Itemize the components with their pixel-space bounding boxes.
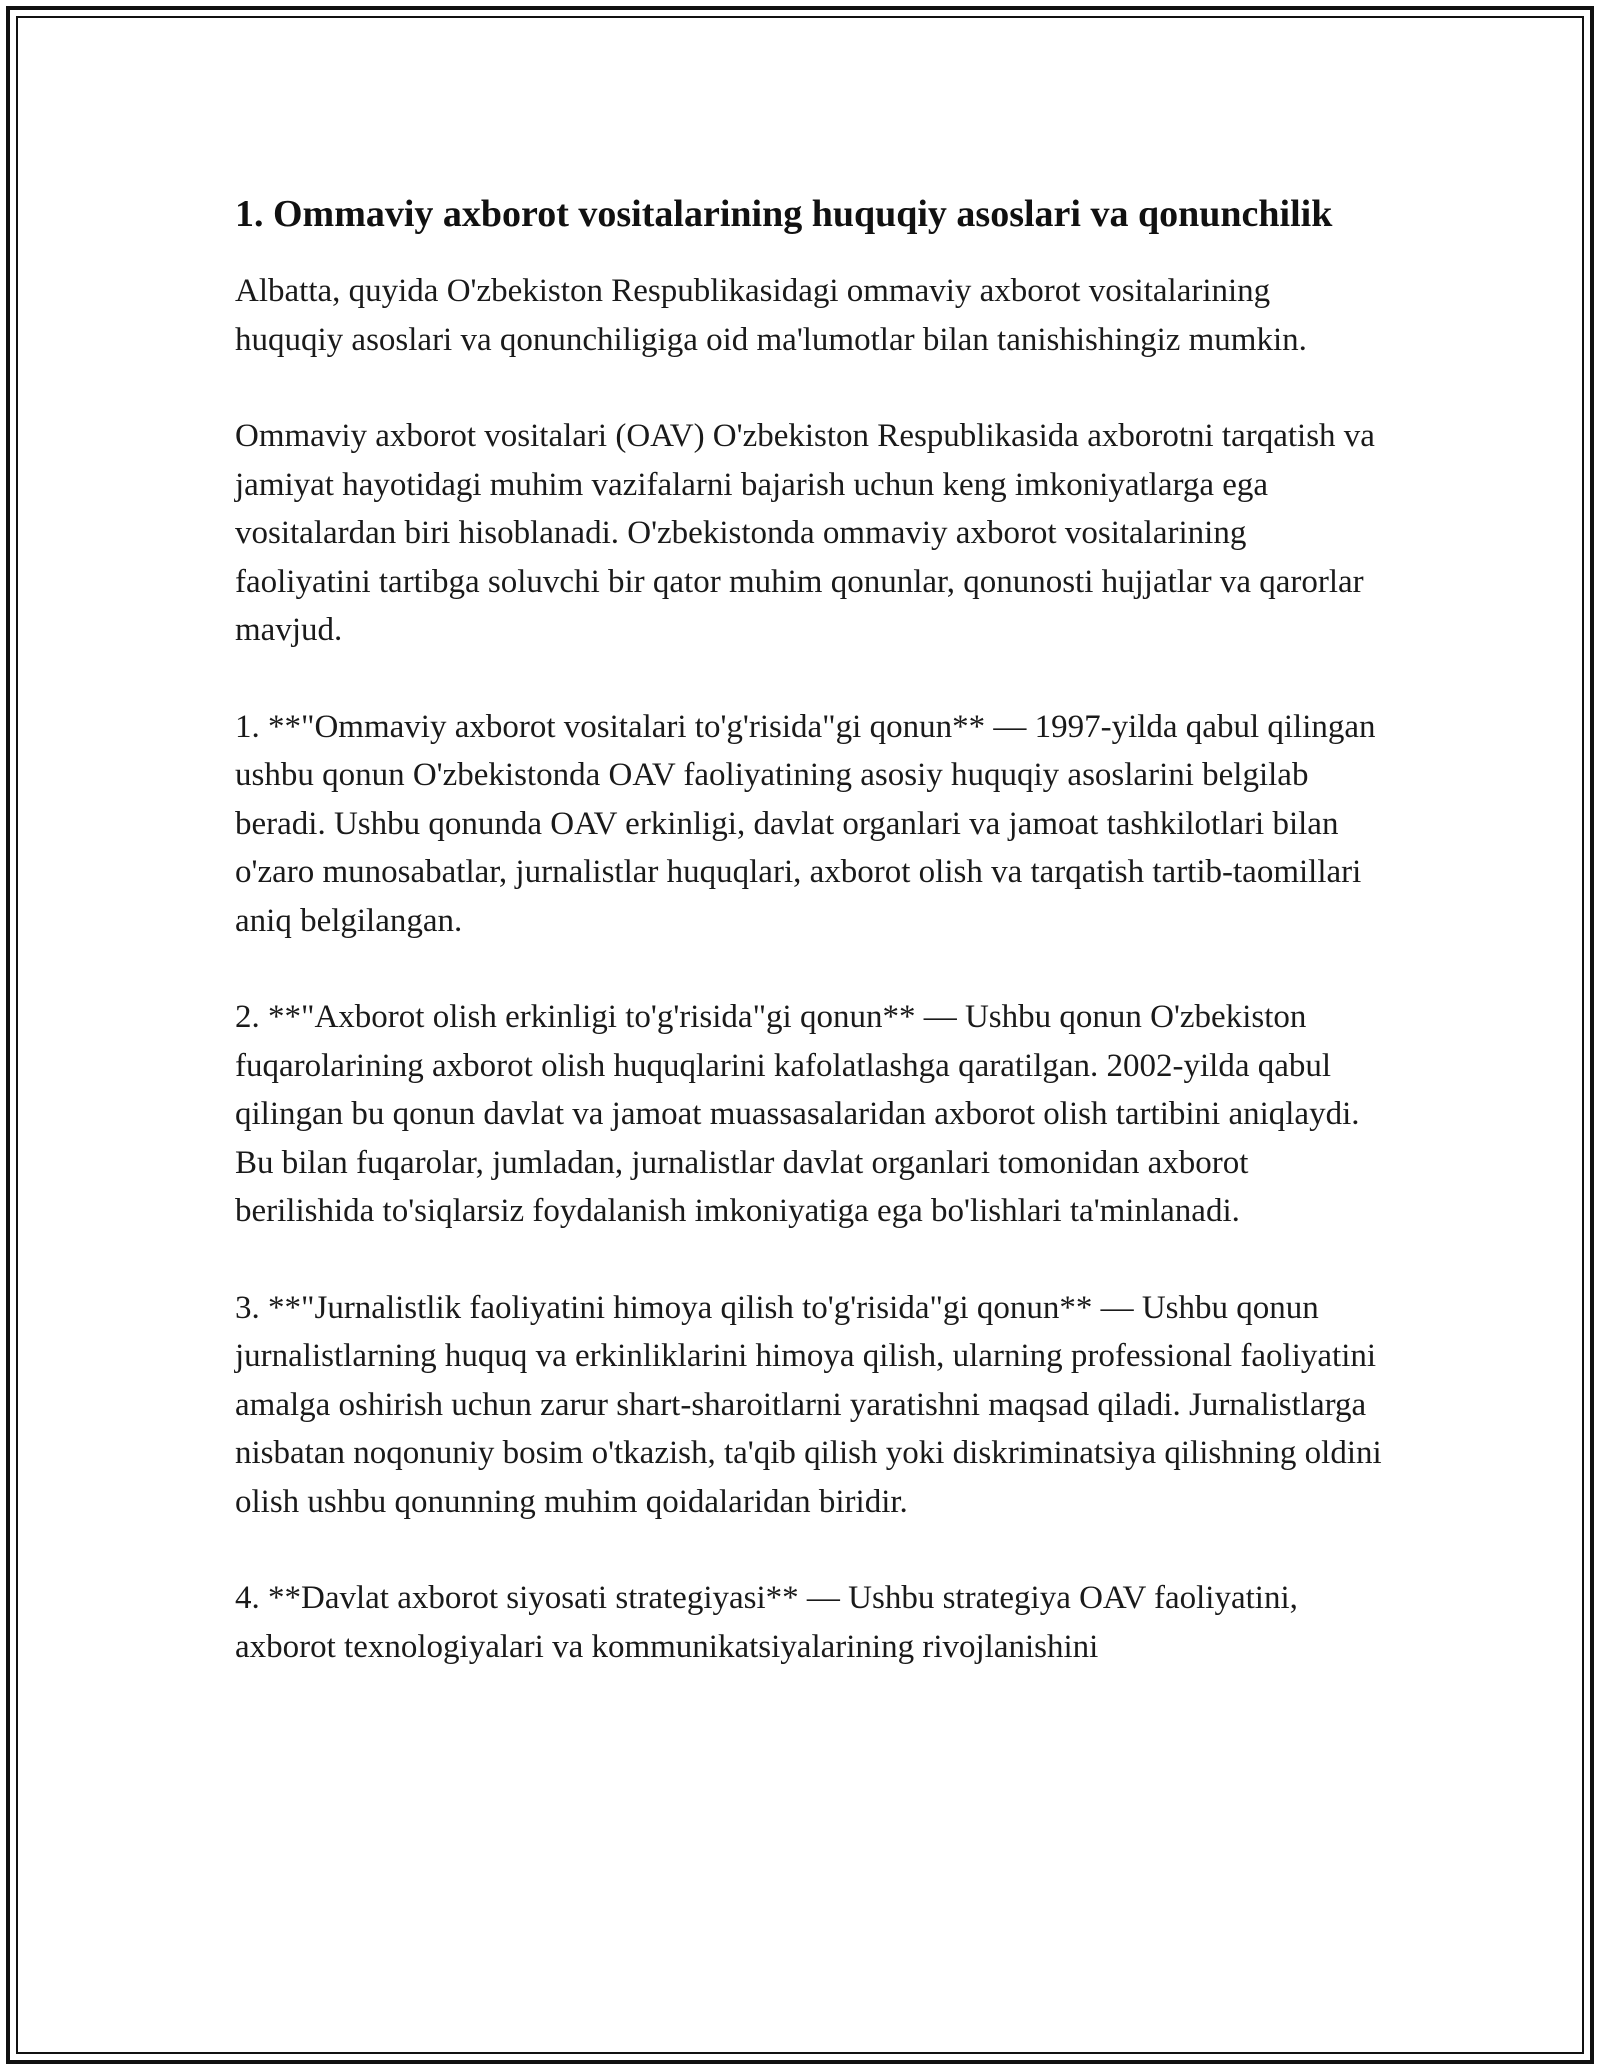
- list-item-1-paragraph: 1. **"Ommaviy axborot vositalari to'g'risida"gi qonun** — 1997-yilda qabul qilingan ushbu qonun O'zbekistonda OAV faoliyatining asosiy huquqiy asoslarini belgilab beradi. Ushbu qonunda OAV erkinligi, davlat organlari va jamoat tashkilotlari bilan o'zaro munosabatlar, jurnalistlar huquqlari, axborot olish va tarqatish tartib-taomillari aniq belgilangan.: [235, 708, 1376, 939]
- list-item-3-paragraph: 3. **"Jurnalistlik faoliyatini himoya qilish to'g'risida"gi qonun** — Ushbu qonun jurnalistlarning huquq va erkinliklarini himoya qilish, ularning professional faoliyatini amalga oshirish uchun zarur shart-sharoitlarni yaratishni maqsad qiladi. Jurnalistlarga nisbatan noqonuniy bosim o'tkazish, ta'qib qilish yoki diskriminatsiya qilishning oldini olish ushbu qonunning muhim qoidalaridan biridir.: [235, 1289, 1382, 1520]
- intro-paragraph: Albatta, quyida O'zbekiston Respublikasidagi ommaviy axborot vositalarining huquqiy asoslari va qonunchiligiga oid ma'lumotlar bilan tanishishingiz mumkin.: [235, 273, 1307, 358]
- overview-paragraph: Ommaviy axborot vositalari (OAV) O'zbekiston Respublikasida axborotni tarqatish va jamiyat hayotidagi muhim vazifalarni bajarish uchun keng imkoniyatlarga ega vositalardan biri hisoblanadi. O'zbekistonda ommaviy axborot vositalarining faoliyatini tartibga soluvchi bir qator muhim qonunlar, qonunosti hujjatlar va qarorlar mavjud.: [235, 418, 1375, 648]
- document-body: [235, 186, 1385, 1671]
- list-item-2-paragraph: 2. **"Axborot olish erkinligi to'g'risida"gi qonun** — Ushbu qonun O'zbekiston fuqarolarining axborot olish huquqlarini kafolatlashga qaratilgan. 2002-yilda qabul qilingan bu qonun davlat va jamoat muassasalaridan axborot olish tartibini aniqlaydi. Bu bilan fuqarolar, jumladan, jurnalistlar davlat organlari tomonidan axborot berilishida to'siqlarsiz foydalanish imkoniyatiga ega bo'lishlari ta'minlanadi.: [235, 999, 1360, 1229]
- section-heading: 1. Ommaviy axborot vositalarining huquqiy asoslari va qonunchilik: [235, 193, 1333, 235]
- list-item-4-paragraph: 4. **Davlat axborot siyosati strategiyasi** — Ushbu strategiya OAV faoliyatini, axborot texnologiyalari va kommunikatsiyalarining rivojlanishini: [235, 1580, 1298, 1665]
